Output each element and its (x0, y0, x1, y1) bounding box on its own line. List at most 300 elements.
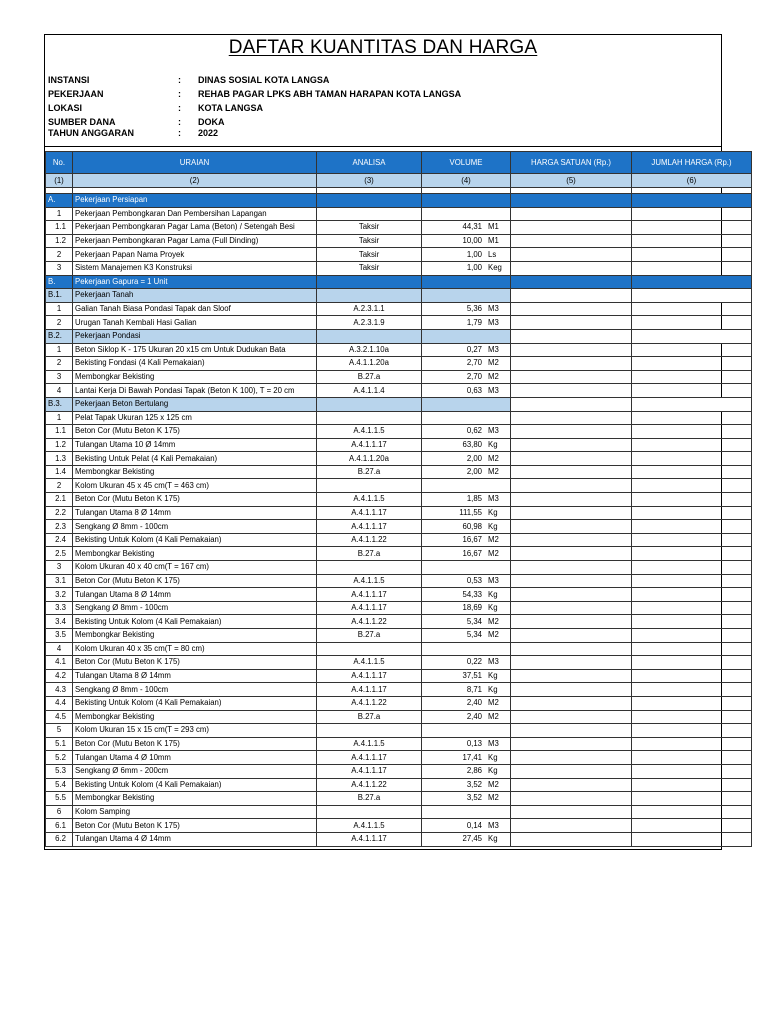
row-jumlah-harga (632, 819, 752, 833)
volume-value: 54,33 (462, 589, 482, 599)
row-jumlah-harga (632, 805, 752, 819)
volume-value: 27,45 (462, 834, 482, 844)
volume-value: 2,40 (466, 711, 482, 721)
row-number: 1 (46, 207, 73, 221)
row-jumlah-harga (632, 221, 752, 235)
volume-unit: Kg (488, 752, 498, 762)
row-volume (422, 601, 511, 615)
volume-value: 2,70 (466, 372, 482, 382)
row-description: Tulangan Utama 8 Ø 14mm (73, 669, 317, 683)
row-analisa (317, 561, 422, 575)
row-number: 5 (46, 724, 73, 738)
row-harga-satuan (511, 561, 632, 575)
row-jumlah-harga (632, 425, 752, 439)
row-description: Tulangan Utama 10 Ø 14mm (73, 438, 317, 452)
volume-unit: Ls (488, 249, 497, 259)
row-number: 5.4 (46, 778, 73, 792)
row-analisa (317, 397, 422, 411)
row-jumlah-harga (632, 588, 752, 602)
row-volume (422, 778, 511, 792)
volume-unit: M2 (488, 698, 499, 708)
volume-unit: M3 (488, 575, 499, 585)
row-number: 3.3 (46, 601, 73, 615)
row-description: Membongkar Bekisting (73, 792, 317, 806)
row-volume (422, 724, 511, 738)
row-harga-satuan (511, 221, 632, 235)
row-analisa (317, 289, 422, 303)
row-number: 2 (46, 316, 73, 330)
table-row (46, 207, 752, 221)
info-key: LOKASI (48, 103, 83, 113)
volume-unit: M1 (488, 222, 499, 232)
row-harga-satuan (511, 615, 632, 629)
row-volume (422, 493, 511, 507)
boq-sheet (44, 34, 732, 850)
table-row (46, 764, 752, 778)
table-row (46, 520, 752, 534)
row-number: 2 (46, 479, 73, 493)
row-harga-satuan (511, 275, 632, 289)
row-number: 1.1 (46, 221, 73, 235)
row-description: Bekisting Fondasi (4 Kali Pemakaian) (73, 357, 317, 371)
volume-value: 16,67 (462, 548, 482, 558)
volume-value: 2,00 (466, 453, 482, 463)
row-harga-satuan (511, 425, 632, 439)
row-number: 3.4 (46, 615, 73, 629)
row-analisa: B.27.a (317, 370, 422, 384)
row-jumlah-harga (632, 370, 752, 384)
row-harga-satuan (511, 710, 632, 724)
row-volume (422, 357, 511, 371)
volume-value: 1,85 (466, 494, 482, 504)
row-harga-satuan (511, 656, 632, 670)
table-row (46, 506, 752, 520)
row-volume (422, 642, 511, 656)
row-harga-satuan (511, 357, 632, 371)
row-volume (422, 221, 511, 235)
row-number: 3.5 (46, 629, 73, 643)
volume-value: 0,14 (466, 820, 482, 830)
volume-value: 16,67 (462, 535, 482, 545)
row-jumlah-harga (632, 737, 752, 751)
volume-unit: Kg (488, 671, 498, 681)
row-harga-satuan (511, 316, 632, 330)
column-number: (3) (317, 174, 422, 188)
row-analisa (317, 329, 422, 343)
row-jumlah-harga (632, 547, 752, 561)
row-harga-satuan (511, 520, 632, 534)
row-volume (422, 520, 511, 534)
row-harga-satuan (511, 669, 632, 683)
volume-unit: M2 (488, 779, 499, 789)
row-analisa: Taksir (317, 221, 422, 235)
row-description: Beton Siklop K - 175 Ukuran 20 x15 cm Untuk Dudukan Bata (73, 343, 317, 357)
volume-value: 5,36 (466, 304, 482, 314)
volume-unit: M2 (488, 711, 499, 721)
volume-value: 5,34 (466, 616, 482, 626)
row-jumlah-harga (632, 751, 752, 765)
column-number: (1) (46, 174, 73, 188)
volume-unit: M2 (488, 358, 499, 368)
volume-unit: Kg (488, 603, 498, 613)
row-description: Pekerjaan Pembongkaran Pagar Lama (Full Dinding) (73, 234, 317, 248)
row-description: Bekisting Untuk Pelat (4 Kali Pemakaian) (73, 452, 317, 466)
row-harga-satuan (511, 601, 632, 615)
row-jumlah-harga (632, 316, 752, 330)
table-row (46, 778, 752, 792)
row-analisa: A.4.1.1.17 (317, 588, 422, 602)
table-header-row (46, 152, 752, 174)
row-harga-satuan (511, 493, 632, 507)
row-harga-satuan (511, 302, 632, 316)
volume-unit: M2 (488, 535, 499, 545)
section-row (46, 194, 752, 208)
row-number: 3 (46, 561, 73, 575)
column-header-harga-satuan: HARGA SATUAN (Rp.) (511, 152, 632, 174)
row-number: 1.1 (46, 425, 73, 439)
row-harga-satuan (511, 479, 632, 493)
table-row (46, 724, 752, 738)
row-description: Kolom Ukuran 40 x 35 cm(T = 80 cm) (73, 642, 317, 656)
row-jumlah-harga (632, 329, 752, 343)
row-analisa: A.2.3.1.9 (317, 316, 422, 330)
volume-value: 0,13 (466, 739, 482, 749)
row-analisa: A.4.1.1.17 (317, 438, 422, 452)
row-jumlah-harga (632, 234, 752, 248)
row-volume (422, 574, 511, 588)
volume-value: 44,31 (462, 222, 482, 232)
row-number: 6.1 (46, 819, 73, 833)
info-row-instansi (48, 73, 698, 87)
row-volume (422, 629, 511, 643)
row-jumlah-harga (632, 397, 752, 411)
volume-value: 1,00 (466, 249, 482, 259)
volume-unit: M3 (488, 317, 499, 327)
volume-value: 2,86 (466, 766, 482, 776)
row-analisa: A.2.3.1.1 (317, 302, 422, 316)
volume-unit: Kg (488, 521, 498, 531)
row-number: 4.5 (46, 710, 73, 724)
row-description: Bekisting Untuk Kolom (4 Kali Pemakaian) (73, 778, 317, 792)
row-description: Pelat Tapak Ukuran 125 x 125 cm (73, 411, 317, 425)
row-jumlah-harga (632, 778, 752, 792)
row-volume (422, 656, 511, 670)
table-row (46, 669, 752, 683)
row-description: Beton Cor (Mutu Beton K 175) (73, 425, 317, 439)
row-description: Pekerjaan Pembongkaran Dan Pembersihan Lapangan (73, 207, 317, 221)
volume-unit: M3 (488, 657, 499, 667)
row-harga-satuan (511, 642, 632, 656)
volume-value: 2,40 (466, 698, 482, 708)
row-volume (422, 397, 511, 411)
volume-unit: M3 (488, 494, 499, 504)
row-volume (422, 275, 511, 289)
row-analisa (317, 724, 422, 738)
row-analisa: A.4.1.1.17 (317, 832, 422, 846)
column-header-jumlah-harga: JUMLAH HARGA (Rp.) (632, 152, 752, 174)
row-analisa: A.3.2.1.10a (317, 343, 422, 357)
table-row (46, 343, 752, 357)
row-volume (422, 737, 511, 751)
row-harga-satuan (511, 370, 632, 384)
volume-unit: M3 (488, 739, 499, 749)
volume-unit: M2 (488, 372, 499, 382)
column-header-uraian: URAIAN (73, 152, 317, 174)
row-jumlah-harga (632, 343, 752, 357)
volume-unit: M2 (488, 453, 499, 463)
row-number: 2.4 (46, 533, 73, 547)
row-number: 1 (46, 302, 73, 316)
volume-value: 3,52 (466, 779, 482, 789)
table-row (46, 696, 752, 710)
row-jumlah-harga (632, 832, 752, 846)
column-number: (2) (73, 174, 317, 188)
table-row (46, 465, 752, 479)
row-description: Tulangan Utama 4 Ø 14mm (73, 832, 317, 846)
row-volume (422, 465, 511, 479)
row-volume (422, 438, 511, 452)
row-jumlah-harga (632, 696, 752, 710)
row-number: 5.3 (46, 764, 73, 778)
row-description: Sengkang Ø 6mm - 200cm (73, 764, 317, 778)
row-analisa: A.4.1.1.20a (317, 357, 422, 371)
volume-value: 18,69 (462, 603, 482, 613)
table-row (46, 588, 752, 602)
row-jumlah-harga (632, 384, 752, 398)
subsection-row (46, 329, 752, 343)
table-row (46, 479, 752, 493)
row-number: 2.2 (46, 506, 73, 520)
table-row (46, 574, 752, 588)
volume-unit: Kg (488, 834, 498, 844)
row-volume (422, 683, 511, 697)
volume-unit: Kg (488, 507, 498, 517)
row-harga-satuan (511, 792, 632, 806)
row-analisa (317, 642, 422, 656)
row-volume (422, 207, 511, 221)
column-header-no: No. (46, 152, 73, 174)
row-description: Lantai Kerja Di Bawah Pondasi Tapak (Beton K 100), T = 20 cm (73, 384, 317, 398)
row-jumlah-harga (632, 411, 752, 425)
table-row (46, 316, 752, 330)
table-row (46, 302, 752, 316)
row-description: Membongkar Bekisting (73, 547, 317, 561)
row-description: Bekisting Untuk Kolom (4 Kali Pemakaian) (73, 533, 317, 547)
row-analisa: A.4.1.1.17 (317, 506, 422, 520)
row-analisa: A.4.1.1.17 (317, 601, 422, 615)
volume-value: 0,22 (466, 657, 482, 667)
row-number: 4.3 (46, 683, 73, 697)
table-body (46, 194, 752, 847)
row-jumlah-harga (632, 194, 752, 208)
row-harga-satuan (511, 533, 632, 547)
row-volume (422, 751, 511, 765)
row-number: A. (46, 194, 73, 208)
project-info (48, 73, 698, 140)
volume-value: 10,00 (462, 236, 482, 246)
row-analisa: A.4.1.1.5 (317, 656, 422, 670)
row-description: Bekisting Untuk Kolom (4 Kali Pemakaian) (73, 696, 317, 710)
table-row (46, 411, 752, 425)
row-number: 2.3 (46, 520, 73, 534)
info-row-lokasi (48, 101, 698, 115)
row-harga-satuan (511, 289, 632, 303)
row-description: Pekerjaan Pembongkaran Pagar Lama (Beton) / Setengah Besi (73, 221, 317, 235)
row-harga-satuan (511, 629, 632, 643)
row-number: 1.3 (46, 452, 73, 466)
row-jumlah-harga (632, 601, 752, 615)
row-description: Tulangan Utama 4 Ø 10mm (73, 751, 317, 765)
row-jumlah-harga (632, 357, 752, 371)
volume-unit: M2 (488, 793, 499, 803)
row-jumlah-harga (632, 506, 752, 520)
row-volume (422, 547, 511, 561)
row-description: Bekisting Untuk Kolom (4 Kali Pemakaian) (73, 615, 317, 629)
volume-value: 0,62 (466, 426, 482, 436)
row-harga-satuan (511, 764, 632, 778)
row-jumlah-harga (632, 289, 752, 303)
row-description: Kolom Ukuran 40 x 40 cm(T = 167 cm) (73, 561, 317, 575)
volume-value: 63,80 (462, 439, 482, 449)
row-jumlah-harga (632, 302, 752, 316)
row-volume (422, 316, 511, 330)
row-analisa: A.4.1.1.5 (317, 493, 422, 507)
row-description: Pekerjaan Persiapan (73, 194, 317, 208)
row-analisa: Taksir (317, 234, 422, 248)
row-analisa (317, 207, 422, 221)
row-volume (422, 248, 511, 262)
row-number: 2 (46, 357, 73, 371)
row-volume (422, 261, 511, 275)
volume-unit: M3 (488, 820, 499, 830)
row-analisa: Taksir (317, 248, 422, 262)
row-analisa (317, 275, 422, 289)
row-number: 5.2 (46, 751, 73, 765)
table-row (46, 656, 752, 670)
row-harga-satuan (511, 343, 632, 357)
info-separator: : (178, 128, 181, 138)
row-harga-satuan (511, 438, 632, 452)
row-harga-satuan (511, 465, 632, 479)
row-description: Membongkar Bekisting (73, 370, 317, 384)
info-value: DOKA (198, 117, 225, 127)
row-harga-satuan (511, 234, 632, 248)
row-description: Urugan Tanah Kembali Hasi Galian (73, 316, 317, 330)
row-volume (422, 615, 511, 629)
row-description: Tulangan Utama 8 Ø 14mm (73, 588, 317, 602)
header-divider (45, 146, 721, 147)
row-volume (422, 425, 511, 439)
row-analisa: Taksir (317, 261, 422, 275)
info-key: SUMBER DANA (48, 117, 116, 127)
row-jumlah-harga (632, 669, 752, 683)
row-number: 1.2 (46, 234, 73, 248)
row-description: Kolom Ukuran 15 x 15 cm(T = 293 cm) (73, 724, 317, 738)
row-harga-satuan (511, 819, 632, 833)
table-row (46, 547, 752, 561)
volume-value: 0,63 (466, 385, 482, 395)
row-harga-satuan (511, 737, 632, 751)
row-description: Pekerjaan Beton Bertulang (73, 397, 317, 411)
column-header-analisa: ANALISA (317, 152, 422, 174)
row-volume (422, 561, 511, 575)
row-volume (422, 792, 511, 806)
volume-value: 0,53 (466, 575, 482, 585)
row-jumlah-harga (632, 683, 752, 697)
info-row-tahun-anggaran (48, 129, 698, 140)
info-separator: : (178, 103, 181, 113)
info-key: PEKERJAAN (48, 89, 104, 99)
row-jumlah-harga (632, 561, 752, 575)
row-jumlah-harga (632, 710, 752, 724)
table-row (46, 819, 752, 833)
subsection-row (46, 289, 752, 303)
row-jumlah-harga (632, 248, 752, 262)
row-jumlah-harga (632, 764, 752, 778)
row-description: Beton Cor (Mutu Beton K 175) (73, 574, 317, 588)
volume-unit: Kg (488, 439, 498, 449)
volume-unit: Kg (488, 589, 498, 599)
info-key: TAHUN ANGGARAN (48, 128, 134, 138)
table-row (46, 357, 752, 371)
row-jumlah-harga (632, 479, 752, 493)
table-row (46, 615, 752, 629)
row-volume (422, 329, 511, 343)
row-harga-satuan (511, 588, 632, 602)
row-analisa (317, 479, 422, 493)
row-volume (422, 234, 511, 248)
row-analisa: B.27.a (317, 547, 422, 561)
table-row (46, 234, 752, 248)
row-harga-satuan (511, 452, 632, 466)
document-title: DAFTAR KUANTITAS DAN HARGA (228, 37, 538, 58)
column-number-row (46, 174, 752, 188)
row-analisa: A.4.1.1.4 (317, 384, 422, 398)
info-separator: : (178, 89, 181, 99)
table-row (46, 751, 752, 765)
row-description: Pekerjaan Gapura = 1 Unit (73, 275, 317, 289)
row-number: 5.5 (46, 792, 73, 806)
row-description: Beton Cor (Mutu Beton K 175) (73, 656, 317, 670)
row-analisa: A.4.1.1.22 (317, 615, 422, 629)
info-value: REHAB PAGAR LPKS ABH TAMAN HARAPAN KOTA LANGSA (198, 89, 462, 99)
row-harga-satuan (511, 194, 632, 208)
volume-value: 0,27 (466, 344, 482, 354)
row-description: Pekerjaan Papan Nama Proyek (73, 248, 317, 262)
row-analisa: B.27.a (317, 792, 422, 806)
row-description: Pekerjaan Tanah (73, 289, 317, 303)
row-analisa: A.4.1.1.22 (317, 696, 422, 710)
info-value: KOTA LANGSA (198, 103, 263, 113)
row-harga-satuan (511, 547, 632, 561)
volume-value: 8,71 (466, 684, 482, 694)
row-description: Beton Cor (Mutu Beton K 175) (73, 493, 317, 507)
row-number: 1 (46, 343, 73, 357)
row-description: Beton Cor (Mutu Beton K 175) (73, 737, 317, 751)
row-harga-satuan (511, 207, 632, 221)
volume-unit: Kg (488, 684, 498, 694)
row-jumlah-harga (632, 533, 752, 547)
row-jumlah-harga (632, 275, 752, 289)
row-number: 5.1 (46, 737, 73, 751)
row-description: Kolom Samping (73, 805, 317, 819)
volume-value: 111,55 (459, 507, 482, 517)
volume-unit: M3 (488, 385, 499, 395)
volume-unit: Kg (488, 766, 498, 776)
column-number: (6) (632, 174, 752, 188)
column-number: (4) (422, 174, 511, 188)
table-row (46, 683, 752, 697)
